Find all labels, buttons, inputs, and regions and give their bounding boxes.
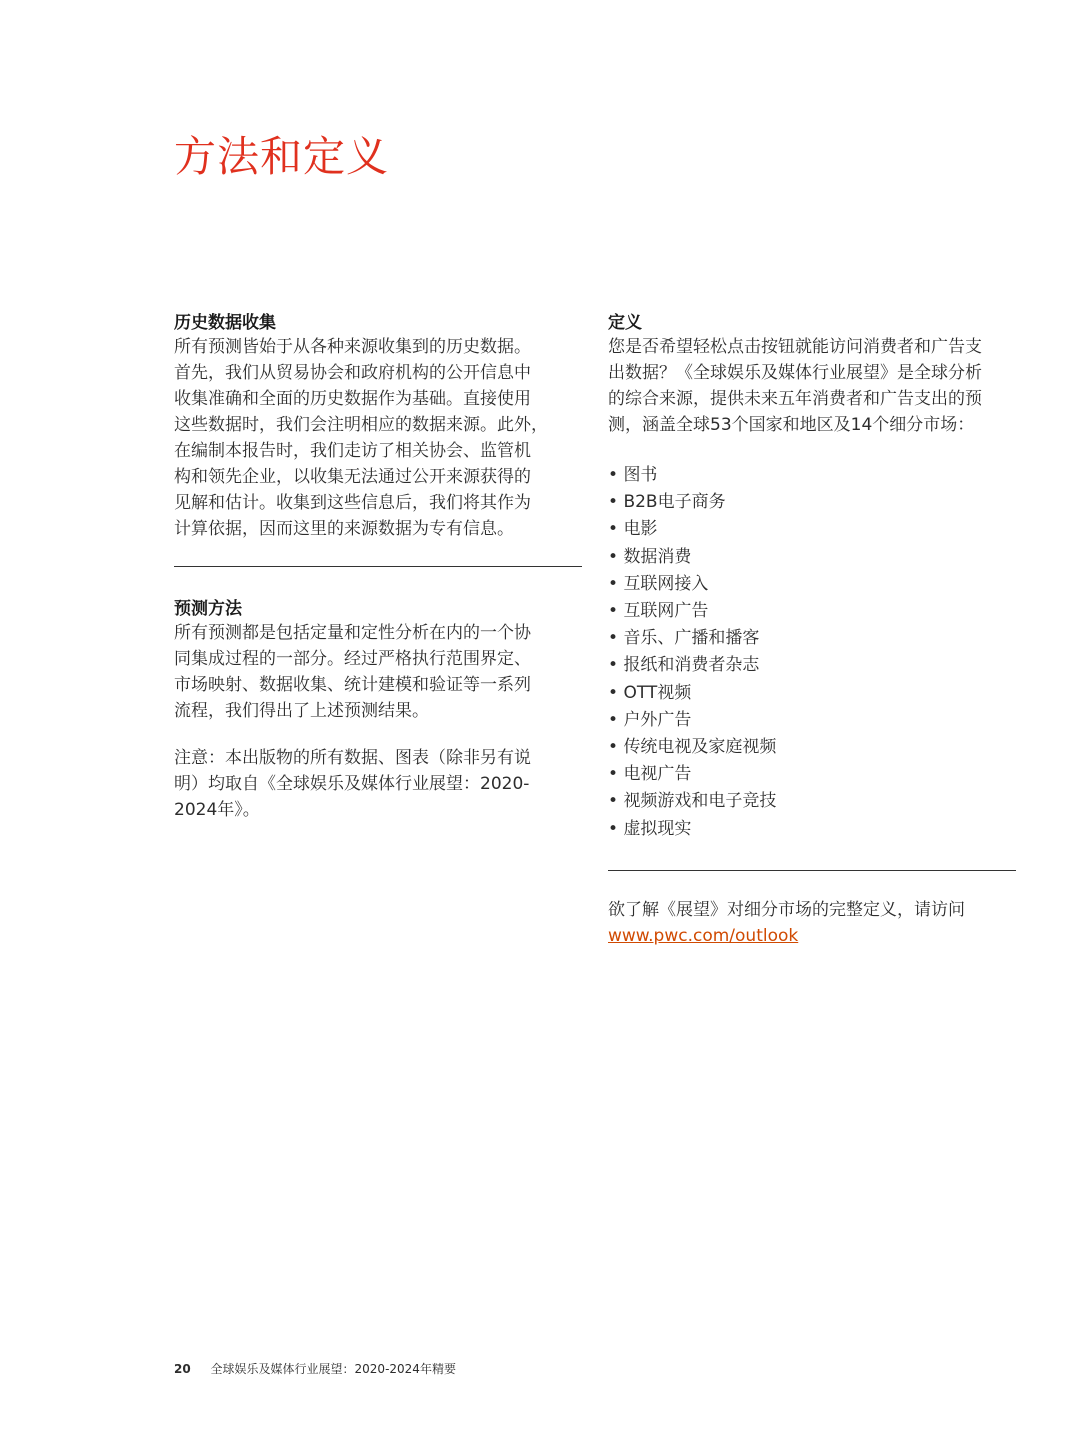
segment-list — [608, 462, 776, 843]
list-item: • 电影 — [608, 516, 776, 543]
list-item: • 数据消费 — [608, 544, 776, 571]
list-item: • 互联网广告 — [608, 598, 776, 625]
list-item: • 报纸和消费者杂志 — [608, 652, 776, 679]
left-divider — [174, 566, 582, 567]
note-text: 注意：本出版物的所有数据、图表（除非另有说 明）均取自《全球娱乐及媒体行业展望：2020- 2024年》。 — [174, 748, 531, 820]
page-footer — [174, 1360, 456, 1377]
outlook-link[interactable]: www.pwc.com/outlook — [608, 926, 799, 946]
definitions-heading: 定义 — [608, 313, 642, 333]
page-number: 20 — [174, 1362, 191, 1376]
method-body: 所有预测都是包括定量和定性分析在内的一个协 同集成过程的一部分。经过严格执行范围界定、 市场映射、数据收集、统计建模和验证等一系列 流程，我们得出了上述预测结果。 — [174, 623, 531, 721]
history-heading: 历史数据收集 — [174, 313, 276, 333]
page-title: 方法和定义 — [174, 132, 390, 181]
more-info-text: 欲了解《展望》对细分市场的完整定义，请访问 — [608, 900, 965, 920]
list-item: • 图书 — [608, 462, 776, 489]
list-item: • 互联网接入 — [608, 571, 776, 598]
definitions-section — [608, 312, 1018, 438]
list-item: • B2B电子商务 — [608, 489, 776, 516]
history-section — [174, 312, 584, 542]
list-item: • 传统电视及家庭视频 — [608, 734, 776, 761]
list-item: • 音乐、广播和播客 — [608, 625, 776, 652]
method-heading: 预测方法 — [174, 599, 242, 619]
list-item: • 户外广告 — [608, 707, 776, 734]
list-item: • 虚拟现实 — [608, 816, 776, 843]
right-divider — [608, 870, 1016, 871]
method-section — [174, 598, 584, 724]
definitions-body: 您是否希望轻松点击按钮就能访问消费者和广告支 出数据？《全球娱乐及媒体行业展望》是全球分析 的综合来源，提供未来五年消费者和广告支出的预 测，涵盖全球53个国家和地区及14个细分市场： — [608, 337, 982, 435]
list-item: • 电视广告 — [608, 761, 776, 788]
footer-text: 全球娱乐及媒体行业展望：2020-2024年精要 — [210, 1362, 456, 1376]
more-info — [608, 897, 1028, 949]
history-body: 所有预测皆始于从各种来源收集到的历史数据。 首先，我们从贸易协会和政府机构的公开信息中 收集准确和全面的历史数据作为基础。直接使用 这些数据时，我们会注明相应的数据来源。此外， 在编制本报告时，我们走访了相关协会、监管机 构和领先企业，以收集无法通过公开来源获得的 见解和估计。收集到这些信息后，我们将其作为 计算依据，因而这里的来源数据为专有信息。 — [174, 337, 548, 539]
list-item: • OTT视频 — [608, 680, 776, 707]
list-item: • 视频游戏和电子竞技 — [608, 788, 776, 815]
